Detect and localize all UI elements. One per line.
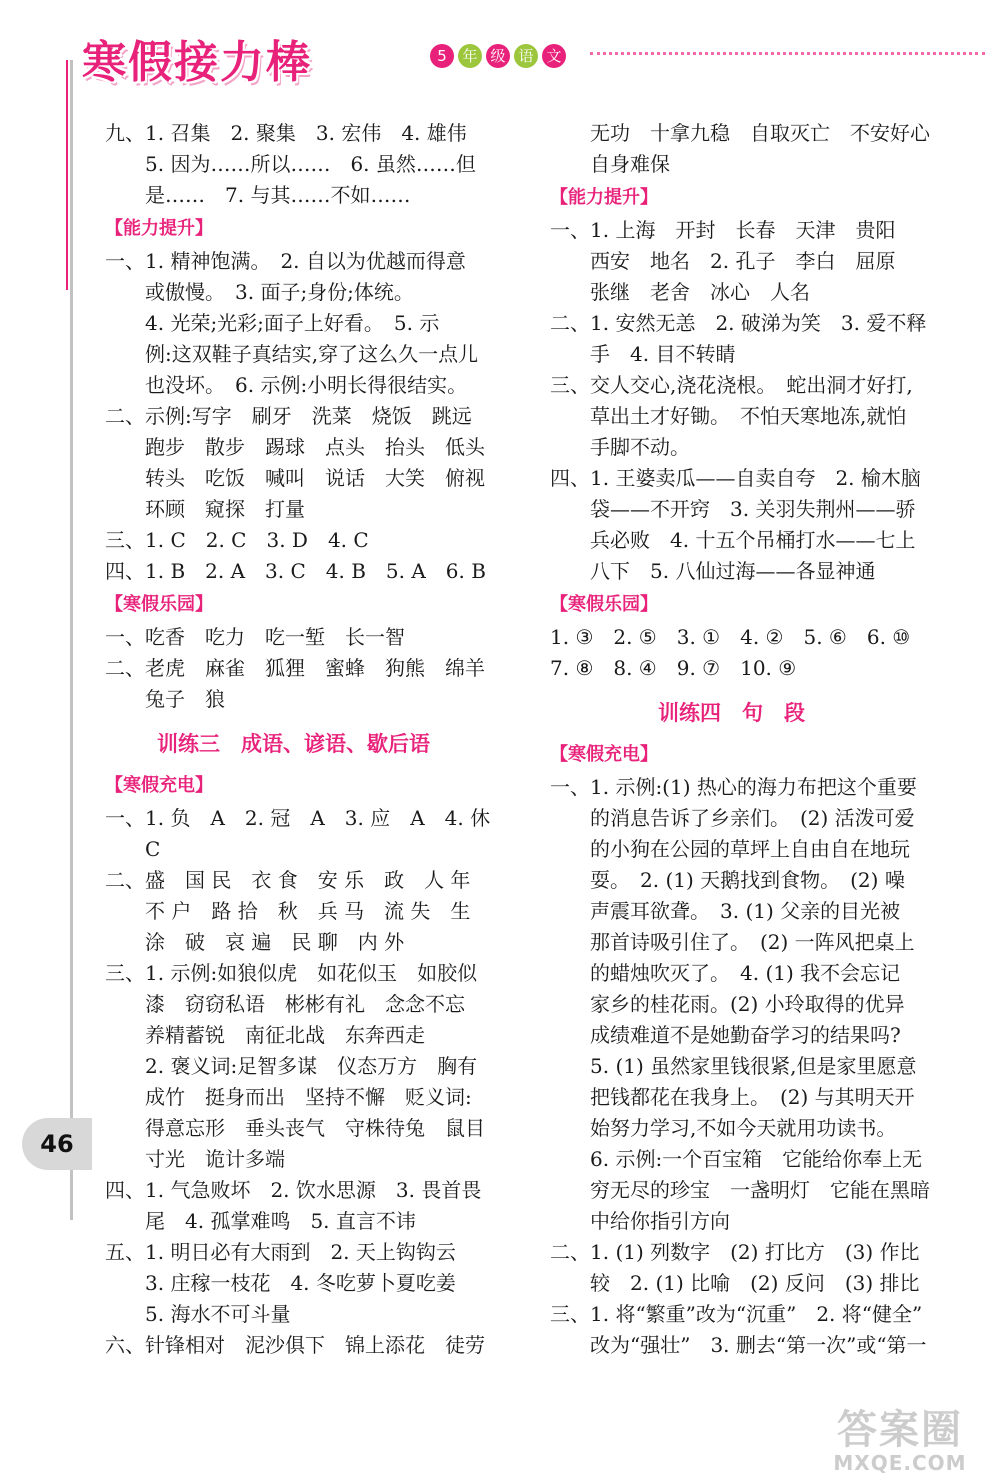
page-header (0, 0, 1000, 120)
grade-char: 语 (514, 44, 538, 68)
grade-char: 年 (458, 44, 482, 68)
answer-line: 二、示例:写字 刷牙 洗菜 烧饭 跳远 (105, 404, 472, 428)
answer-line: 手脚不动。 (590, 435, 690, 459)
watermark (810, 1408, 990, 1478)
answer-line: 不 户 路 拾 秋 兵 马 流 失 生 (145, 899, 471, 923)
answer-line: 2. 褒义词:足智多谋 仪态万方 胸有 (145, 1054, 478, 1078)
answer-line: 二、盛 国 民 衣 食 安 乐 政 人 年 (105, 868, 471, 892)
watermark-logo-text: 答案圈 (837, 1407, 963, 1453)
answer-line: 九、1. 召集 2. 聚集 3. 宏伟 4. 雄伟 (105, 121, 467, 145)
answer-line: 三、1. 示例:如狼似虎 如花似玉 如胶似 (105, 961, 478, 985)
answer-line: 八下 5. 八仙过海——各显神通 (590, 559, 876, 583)
book-title: 寒假接力棒 (82, 37, 312, 88)
header-dotted-divider (590, 52, 985, 55)
answer-line: 兔子 狼 (145, 687, 225, 711)
left-answer-column (105, 118, 505, 1361)
right-answer-column (550, 118, 950, 1361)
margin-rule-accent (66, 60, 68, 290)
answer-line: 跑步 散步 踢球 点头 抬头 低头 (145, 435, 485, 459)
answer-line: 1. ③ 2. ⑤ 3. ① 4. ② 5. ⑥ 6. ⑩ (550, 625, 911, 649)
answer-line: 无功 十拿九稳 自取灭亡 不安好心 (590, 121, 930, 145)
margin-rule (70, 60, 73, 1220)
answer-line: 四、1. B 2. A 3. C 4. B 5. A 6. B (105, 559, 486, 583)
answer-line: 5. 因为……所以…… 6. 虽然……但 (145, 152, 476, 176)
answer-line: 五、1. 明日必有大雨到 2. 天上钩钩云 (105, 1240, 456, 1264)
answer-line: 一、1. 精神饱满。 2. 自以为优越而得意 (105, 249, 466, 273)
answer-line: 张继 老舍 冰心 人名 (590, 280, 810, 304)
answer-line: 也没坏。 6. 示例:小明长得很结实。 (145, 373, 468, 397)
answer-line: 二、1. 安然无恙 2. 破涕为笑 3. 爱不释 (550, 311, 927, 335)
grade-label (430, 44, 566, 68)
answer-line: 四、1. 王婆卖瓜——自卖自夸 2. 榆木脑 (550, 466, 921, 490)
answer-line: 的消息告诉了乡亲们。 (2) 活泼可爱 (590, 806, 915, 830)
answer-line: 那首诗吸引住了。 (2) 一阵风把桌上 (590, 930, 915, 954)
answer-line: 把钱都花在我身上。 (2) 与其明天开 (590, 1085, 915, 1109)
grade-char: 5 (430, 44, 454, 68)
answer-line: 穷无尽的珍宝 一盏明灯 它能在黑暗 (590, 1178, 930, 1202)
answer-line: 是…… 7. 与其……不如…… (145, 183, 411, 207)
answer-line: 6. 示例:一个百宝箱 它能给你奉上无 (590, 1147, 923, 1171)
answer-line: 的小狗在公园的草坪上自由自在地玩 (590, 837, 910, 861)
answer-line: 环顾 窥探 打量 (145, 497, 305, 521)
answer-line: 3. 庄稼一枝花 4. 冬吃萝卜夏吃姜 (145, 1271, 456, 1295)
section-tag: 【寒假充电】 (105, 775, 213, 796)
answer-line: 漆 窃窃私语 彬彬有礼 念念不忘 (145, 992, 465, 1016)
answer-line: 例:这双鞋子真结实,穿了这么久一点儿 (145, 342, 479, 366)
answer-line: 改为“强壮” 3. 删去“第一次”或“第一 (590, 1333, 927, 1357)
answer-line: 声震耳欲聋。 3. (1) 父亲的目光被 (590, 899, 901, 923)
answer-line: 一、1. 上海 开封 长春 天津 贵阳 (550, 218, 896, 242)
answer-line: 家乡的桂花雨。(2) 小玲取得的优异 (590, 992, 905, 1016)
answer-line: 得意忘形 垂头丧气 守株待兔 鼠目 (145, 1116, 485, 1140)
grade-char: 文 (542, 44, 566, 68)
answer-line: 三、1. C 2. C 3. D 4. C (105, 528, 369, 552)
answer-line: 寸光 诡计多端 (145, 1147, 285, 1171)
answer-line: 较 2. (1) 比喻 (2) 反问 (3) 排比 (590, 1271, 920, 1295)
answer-line: 5. (1) 虽然家里钱很紧,但是家里愿意 (590, 1054, 917, 1078)
answer-line: 袋——不开窍 3. 关羽失荆州——骄 (590, 497, 916, 521)
answer-line: 7. ⑧ 8. ④ 9. ⑦ 10. ⑨ (550, 656, 797, 680)
answer-line: 转头 吃饭 喊叫 说话 大笑 俯视 (145, 466, 485, 490)
answer-line: 耍。 2. (1) 天鹅找到食物。 (2) 噪 (590, 868, 905, 892)
answer-line: 一、1. 负 A 2. 冠 A 3. 应 A 4. 休 (105, 806, 491, 830)
answer-line: 4. 光荣;光彩;面子上好看。 5. 示 (145, 311, 440, 335)
section-tag: 【能力提升】 (550, 187, 658, 208)
answer-line: 的蜡烛吹灭了。 4. (1) 我不会忘记 (590, 961, 901, 985)
section-tag: 【寒假乐园】 (550, 594, 658, 615)
answer-line: 手 4. 目不转睛 (590, 342, 736, 366)
answer-line: 二、1. (1) 列数字 (2) 打比方 (3) 作比 (550, 1240, 920, 1264)
grade-char: 级 (486, 44, 510, 68)
page-number: 46 (22, 1118, 92, 1170)
section-tag: 【寒假乐园】 (105, 594, 213, 615)
section-title: 训练四 句 段 (658, 701, 805, 725)
answer-line: 自身难保 (590, 152, 670, 176)
answer-line: 兵必败 4. 十五个吊桶打水——七上 (590, 528, 916, 552)
answer-line: 尾 4. 孤掌难鸣 5. 直言不讳 (145, 1209, 416, 1233)
answer-line: 中给你指引方向 (590, 1209, 730, 1233)
answer-line: 六、针锋相对 泥沙俱下 锦上添花 徒劳 (105, 1333, 485, 1357)
answer-line: 一、吃香 吃力 吃一堑 长一智 (105, 625, 405, 649)
section-tag: 【寒假充电】 (550, 744, 658, 765)
answer-line: 二、老虎 麻雀 狐狸 蜜蜂 狗熊 绵羊 (105, 656, 485, 680)
section-tag: 【能力提升】 (105, 218, 213, 239)
answer-line: 四、1. 气急败坏 2. 饮水思源 3. 畏首畏 (105, 1178, 482, 1202)
section-title: 训练三 成语、谚语、歇后语 (157, 732, 430, 756)
answer-line: 三、1. 将“繁重”改为“沉重” 2. 将“健全” (550, 1302, 923, 1326)
answer-line: 西安 地名 2. 孔子 李白 屈原 (590, 249, 896, 273)
watermark-url: MXQE.COM (833, 1451, 967, 1475)
answer-line: 5. 海水不可斗量 (145, 1302, 291, 1326)
answer-line: 或傲慢。 3. 面子;身份;体统。 (145, 280, 414, 304)
answer-line: 始努力学习,不如今天就用功读书。 (590, 1116, 897, 1140)
answer-line: 成竹 挺身而出 坚持不懈 贬义词: (145, 1085, 472, 1109)
answer-line: 成绩难道不是她勤奋学习的结果吗? (590, 1023, 901, 1047)
answer-line: 涂 破 哀 遍 民 聊 内 外 (145, 930, 405, 954)
answer-line: C (145, 837, 161, 861)
answer-line: 三、交人交心,浇花浇根。 蛇出洞才好打, (550, 373, 913, 397)
answer-line: 一、1. 示例:(1) 热心的海力布把这个重要 (550, 775, 917, 799)
answer-line: 养精蓄锐 南征北战 东奔西走 (145, 1023, 425, 1047)
answer-line: 草出土才好锄。 不怕天寒地冻,就怕 (590, 404, 907, 428)
